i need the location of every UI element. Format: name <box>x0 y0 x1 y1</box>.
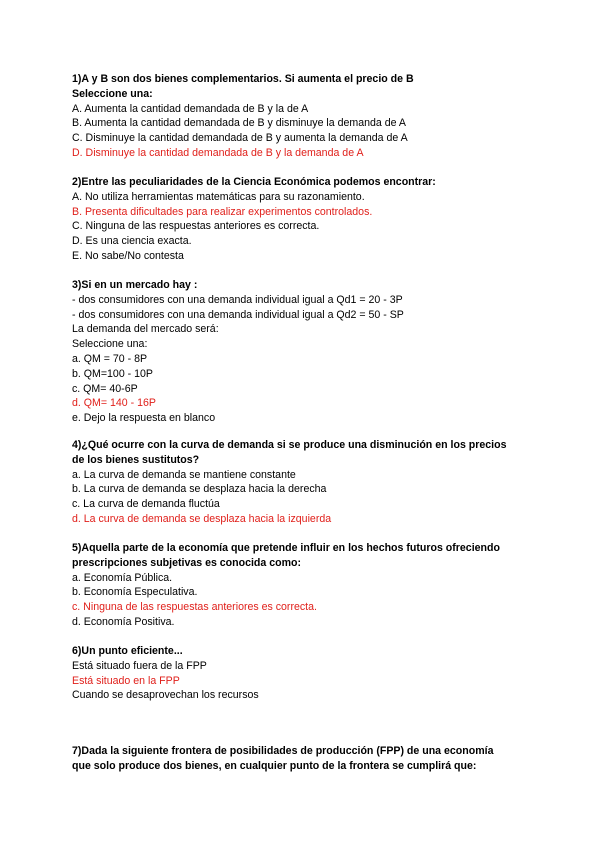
question-1-title: 1)A y B son dos bienes complementarios. Si aumenta el precio de B <box>72 73 414 85</box>
question-3-option-e: e. Dejo la respuesta en blanco <box>72 412 216 425</box>
question-5-title-line-2: prescripciones subjetivas es conocida como: <box>72 556 302 569</box>
question-6-option-1: Está situado fuera de la FPP <box>72 659 207 672</box>
question-6-title: 6)Un punto eficiente... <box>72 645 183 657</box>
question-2-option-c: C. Ninguna de las respuestas anteriores es correcta. <box>72 220 320 233</box>
question-1-option-c: C. Disminuye la cantidad demandada de B y aumenta la demanda de A <box>72 132 408 145</box>
question-3-title: 3)Si en un mercado hay : <box>72 279 198 291</box>
question-5-option-b: b. Economía Especulativa. <box>72 586 198 599</box>
question-4-option-a: a. La curva de demanda se mantiene constante <box>72 468 296 481</box>
question-7-title-line-2: que solo produce dos bienes, en cualquier punto de la frontera se cumplirá que: <box>72 759 477 772</box>
question-6-option-3: Cuando se desaprovechan los recursos <box>72 689 259 702</box>
question-7-title-line-1: 7)Dada la siguiente frontera de posibilidades de producción (FPP) de una economía <box>72 745 494 757</box>
question-3-option-d-correct: d. QM= 140 - 16P <box>72 397 156 410</box>
question-5-option-a: a. Economía Pública. <box>72 571 173 584</box>
question-4-title-line-1: 4)¿Qué ocurre con la curva de demanda si se produce una disminución en los precios <box>72 439 507 451</box>
question-3-statement: La demanda del mercado será: <box>72 323 219 336</box>
question-5-option-c-correct: c. Ninguna de las respuestas anteriores es correcta. <box>72 601 317 614</box>
question-1-prompt: Seleccione una: <box>72 87 153 100</box>
question-4-option-b: b. La curva de demanda se desplaza hacia la derecha <box>72 483 327 496</box>
question-4-option-c: c. La curva de demanda fluctúa <box>72 498 220 511</box>
question-3-prompt: Seleccione una: <box>72 338 148 351</box>
question-7 <box>72 744 542 774</box>
question-6 <box>72 644 542 703</box>
question-5 <box>72 541 542 630</box>
question-2 <box>72 175 542 264</box>
question-3-option-b: b. QM=100 - 10P <box>72 367 153 380</box>
question-6-option-2-correct: Está situado en la FPP <box>72 674 180 687</box>
question-5-title-line-1: 5)Aquella parte de la economía que pretende influir en los hechos futuros ofreciendo <box>72 542 500 554</box>
question-1-option-d-correct: D. Disminuye la cantidad demandada de B y la demanda de A <box>72 146 364 159</box>
question-3-option-a: a. QM = 70 - 8P <box>72 352 148 365</box>
question-2-title: 2)Entre las peculiaridades de la Ciencia Económica podemos encontrar: <box>72 176 436 188</box>
question-3-consumer-2: - dos consumidores con una demanda individual igual a Qd2 = 50 - SP <box>72 308 404 321</box>
question-2-option-e: E. No sabe/No contesta <box>72 249 184 262</box>
question-1 <box>72 72 542 161</box>
question-5-option-d: d. Economía Positiva. <box>72 615 175 628</box>
question-2-option-d: D. Es una ciencia exacta. <box>72 235 192 248</box>
question-2-option-a: A. No utiliza herramientas matemáticas para su razonamiento. <box>72 190 365 203</box>
question-2-option-b-correct: B. Presenta dificultades para realizar experimentos controlados. <box>72 205 373 218</box>
question-3-option-c: c. QM= 40-6P <box>72 382 138 395</box>
question-3-consumer-1: - dos consumidores con una demanda individual igual a Qd1 = 20 - 3P <box>72 293 403 306</box>
question-4 <box>72 438 542 527</box>
question-4-title-line-2: de los bienes sustitutos? <box>72 453 200 466</box>
question-1-option-b: B. Aumenta la cantidad demandada de B y disminuye la demanda de A <box>72 117 406 130</box>
question-3 <box>72 278 542 426</box>
question-1-option-a: A. Aumenta la cantidad demandada de B y la de A <box>72 102 309 115</box>
question-4-option-d-correct: d. La curva de demanda se desplaza hacia la izquierda <box>72 512 332 525</box>
